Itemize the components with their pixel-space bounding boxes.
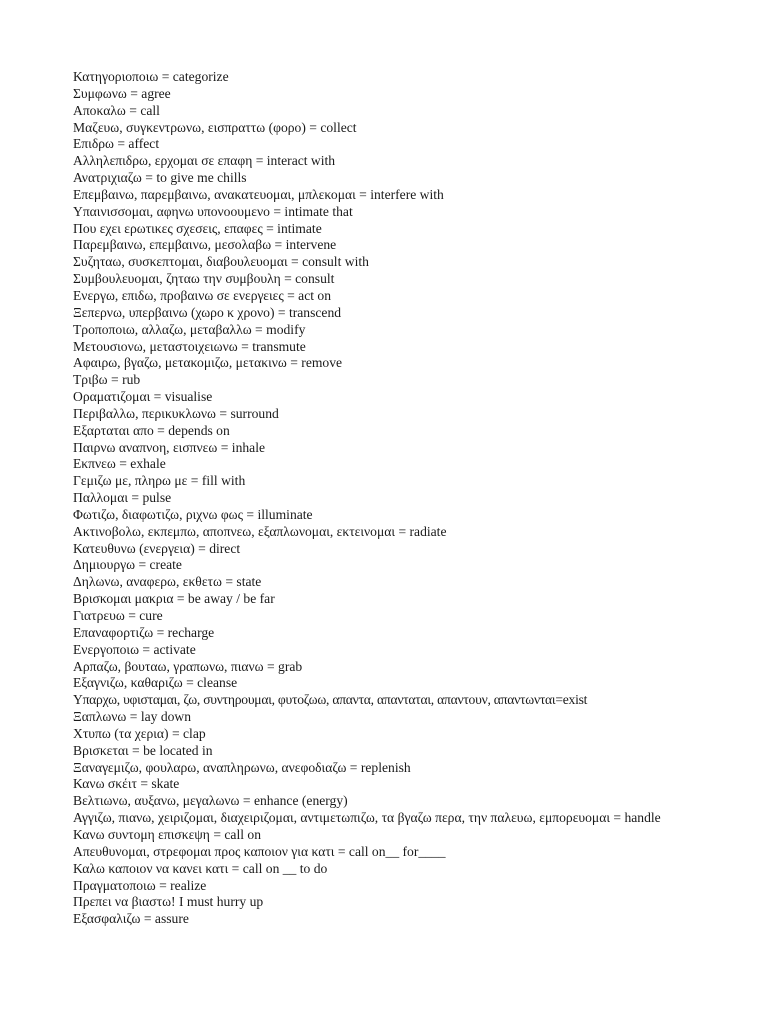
vocab-entry: Αρπαζω, βουταω, γραπωνω, πιανω = grab <box>73 658 303 674</box>
vocab-entry: Ξεπερνω, υπερβαινω (χωρο κ χρονο) = transcend <box>73 304 342 320</box>
vocab-entry: Τριβω = rub <box>73 372 141 388</box>
vocab-entry: Ξαναγεμιζω, φουλαρω, αναπληρωνω, ανεφοδιαζω = replenish <box>73 759 411 775</box>
vocab-entry: Παρεμβαινω, επεμβαινω, μεσολαβω = intervene <box>73 237 337 253</box>
vocab-entry: Συμβουλευομαι, ζηταω την συμβουλη = consult <box>73 271 335 287</box>
vocab-entry: Εξασφαλιζω = assure <box>73 911 189 927</box>
vocab-entry: Κατηγοριοποιω = categorize <box>73 69 229 84</box>
vocabulary-list <box>73 69 713 928</box>
vocab-entry: Συζηταω, συσκεπτομαι, διαβουλευομαι = consult with <box>73 254 369 270</box>
vocab-entry: Τροποποιω, αλλαζω, μεταβαλλω = modify <box>73 321 306 337</box>
vocab-entry: Καλω καποιον να κανει κατι = call on __ to do <box>73 860 328 876</box>
vocab-entry: Επαναφορτιζω = recharge <box>73 624 215 640</box>
vocab-entry: Γιατρευω = cure <box>73 608 163 623</box>
vocab-entry: Ενεργοποιω = activate <box>73 641 196 657</box>
vocab-entry: Ξαπλωνω = lay down <box>73 709 192 725</box>
vocab-entry: Δηλωνω, αναφερω, εκθετω = state <box>73 574 262 590</box>
vocab-entry: Κατευθυνω (ενεργεια) = direct <box>73 540 241 556</box>
vocab-entry: Πραγματοποιω = realize <box>73 877 207 893</box>
vocab-entry: Εξαρταται απο = depends on <box>73 422 230 438</box>
vocab-entry: Ακτινοβολω, εκπεμπω, αποπνεω, εξαπλωνομαι, εκτεινομαι = radiate <box>73 523 447 539</box>
vocab-entry: Υπαρχω, υφισταμαι, ζω, συντηρουμαι, φυτοζωω, απαντα, απανταται, απαντουν, απαντωνται=exist <box>73 692 588 708</box>
vocab-entry: Κανω συντομη επισκεψη = call on <box>73 826 261 842</box>
vocab-entry: Επιδρω = affect <box>73 136 160 152</box>
vocab-entry: Βρισκομαι μακρια = be away / be far <box>73 591 275 607</box>
vocab-entry: Κανω σκέιτ = skate <box>73 776 180 792</box>
vocab-entry: Συμφωνω = agree <box>73 85 171 101</box>
vocab-entry: Χτυπω (τα χερια) = clap <box>73 725 206 741</box>
vocab-entry: Ενεργω, επιδω, προβαινω σε ενεργειες = act on <box>73 287 332 303</box>
vocab-entry: Υπαινισσομαι, αφηνω υπονοουμενο = intimate that <box>73 203 353 219</box>
vocab-entry: Αποκαλω = call <box>73 102 160 118</box>
vocab-entry: Γεμιζω με, πληρω με = fill with <box>73 473 246 489</box>
vocab-entry: Φωτιζω, διαφωτιζω, ριχνω φως = illuminate <box>73 506 313 522</box>
vocab-entry: Παλλομαι = pulse <box>73 490 172 506</box>
vocab-entry: Μετουσιονω, μεταστοιχειωνω = transmute <box>73 338 306 354</box>
vocab-entry: Περιβαλλω, περικυκλωνω = surround <box>73 405 279 421</box>
vocab-entry: Βελτιωνω, αυξανω, μεγαλωνω = enhance (energy) <box>73 793 348 809</box>
vocab-entry: Αφαιρω, βγαζω, μετακομιζω, μετακινω = remove <box>73 355 343 371</box>
vocab-entry: Βρισκεται = be located in <box>73 742 213 758</box>
vocab-entry: Οραματιζομαι = visualise <box>73 389 213 405</box>
vocab-entry: Δημιουργω = create <box>73 557 182 573</box>
vocab-entry: Μαζευω, συγκεντρωνω, εισπραττω (φορο) = collect <box>73 119 357 135</box>
vocab-entry: Αλληλεπιδρω, ερχομαι σε επαφη = interact with <box>73 153 336 169</box>
vocab-entry: Εκπνεω = exhale <box>73 456 166 472</box>
vocab-entry: Αγγιζω, πιανω, χειριζομαι, διαχειριζομαι, αντιμετωπιζω, τα βγαζω περα, την παλευω, εμπορευομαι = handle <box>73 810 661 826</box>
vocab-entry: Ανατριχιαζω = to give me chills <box>73 170 247 186</box>
vocab-entry: Που εχει ερωτικες σχεσεις, επαφες = intimate <box>73 220 322 236</box>
vocab-entry: Απευθυνομαι, στρεφομαι προς καποιον για κατι = call on__ for____ <box>73 843 446 859</box>
vocab-entry: Παιρνω αναπνοη, εισπνεω = inhale <box>73 439 266 455</box>
vocab-entry: Εξαγνιζω, καθαριζω = cleanse <box>73 675 238 691</box>
vocab-entry: Πρεπει να βιαστω! I must hurry up <box>73 894 264 910</box>
vocab-entry: Επεμβαινω, παρεμβαινω, ανακατευομαι, μπλεκομαι = interfere with <box>73 186 444 202</box>
